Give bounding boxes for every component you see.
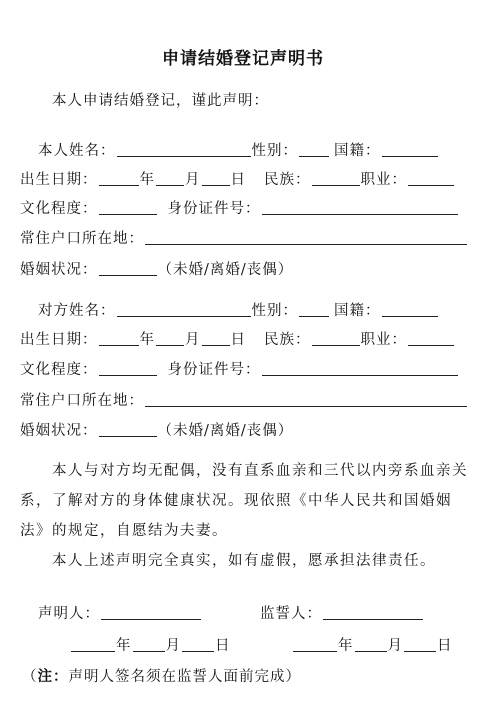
self-birth-row: 出生日期： 年 月 日 民族： 职业：	[20, 170, 455, 190]
supervisor-date-row: 年 月 日	[292, 636, 453, 656]
partner-marital-field[interactable]	[99, 422, 157, 437]
self-birth-day-field[interactable]	[202, 171, 230, 186]
partner-nationality-field[interactable]	[382, 302, 438, 317]
page-title: 申请结婚登记声明书	[162, 49, 324, 69]
declarant-signature-field[interactable]	[101, 605, 201, 620]
partner-gender-field[interactable]	[299, 302, 329, 317]
intro-text: 本人申请结婚登记，谨此声明：	[52, 93, 269, 109]
supervisor-signature-field[interactable]	[323, 605, 423, 620]
supervisor-day-field[interactable]	[404, 637, 436, 652]
self-name-field[interactable]	[117, 142, 251, 157]
partner-ethnicity-field[interactable]	[312, 331, 360, 346]
statement-paragraph: 本人与对方均无配偶，没有直系血亲和三代以内旁系血亲关系，了解对方的身体健康状况。现依照《中华人民共和国婚姻法》的规定，自愿结为夫妻。	[20, 463, 468, 539]
partner-birth-day-field[interactable]	[202, 331, 230, 346]
self-residence-row: 常住户口所在地：	[20, 229, 468, 249]
supervisor-year-field[interactable]	[293, 637, 337, 652]
declarant-day-field[interactable]	[182, 637, 214, 652]
self-gender-field[interactable]	[299, 142, 329, 157]
self-education-row: 文化程度： 身份证件号：	[20, 199, 459, 219]
supervisor-month-field[interactable]	[355, 637, 387, 652]
self-marital-field[interactable]	[99, 261, 157, 276]
self-education-field[interactable]	[99, 200, 157, 215]
footnote: （注：声明人签名须在监誓人面前完成）	[22, 668, 301, 685]
self-nationality-field[interactable]	[382, 142, 438, 157]
self-birth-year-field[interactable]	[99, 171, 139, 186]
self-marital-row: 婚姻状况： （未婚/离婚/丧偶）	[20, 262, 294, 278]
partner-occupation-field[interactable]	[408, 331, 454, 346]
declarant-signature-row: 声明人：	[38, 604, 202, 624]
self-birth-month-field[interactable]	[156, 171, 184, 186]
supervisor-signature-row: 监誓人：	[260, 604, 424, 624]
declarant-month-field[interactable]	[133, 637, 165, 652]
partner-birth-month-field[interactable]	[156, 331, 184, 346]
partner-education-field[interactable]	[99, 361, 157, 376]
self-id-field[interactable]	[262, 200, 458, 215]
self-name-row: 本人姓名： 性别： 国籍：	[38, 141, 439, 161]
footnote-label: 注：	[37, 668, 69, 685]
truth-statement: 本人上述声明完全真实，如有虚假，愿承担法律责任。	[52, 553, 436, 569]
partner-marital-row: 婚姻状况： （未婚/离婚/丧偶）	[20, 423, 294, 439]
partner-residence-row: 常住户口所在地：	[20, 391, 468, 411]
partner-id-field[interactable]	[262, 361, 458, 376]
partner-birth-row: 出生日期： 年 月 日 民族： 职业：	[20, 330, 455, 350]
partner-residence-field[interactable]	[145, 392, 467, 407]
declarant-date-row: 年 月 日	[70, 636, 231, 656]
partner-name-row: 对方姓名： 性别： 国籍：	[38, 301, 439, 321]
partner-birth-year-field[interactable]	[99, 331, 139, 346]
self-residence-field[interactable]	[145, 230, 467, 245]
declarant-year-field[interactable]	[71, 637, 115, 652]
self-occupation-field[interactable]	[408, 171, 454, 186]
partner-name-field[interactable]	[117, 302, 251, 317]
partner-education-row: 文化程度： 身份证件号：	[20, 360, 459, 380]
self-ethnicity-field[interactable]	[312, 171, 360, 186]
